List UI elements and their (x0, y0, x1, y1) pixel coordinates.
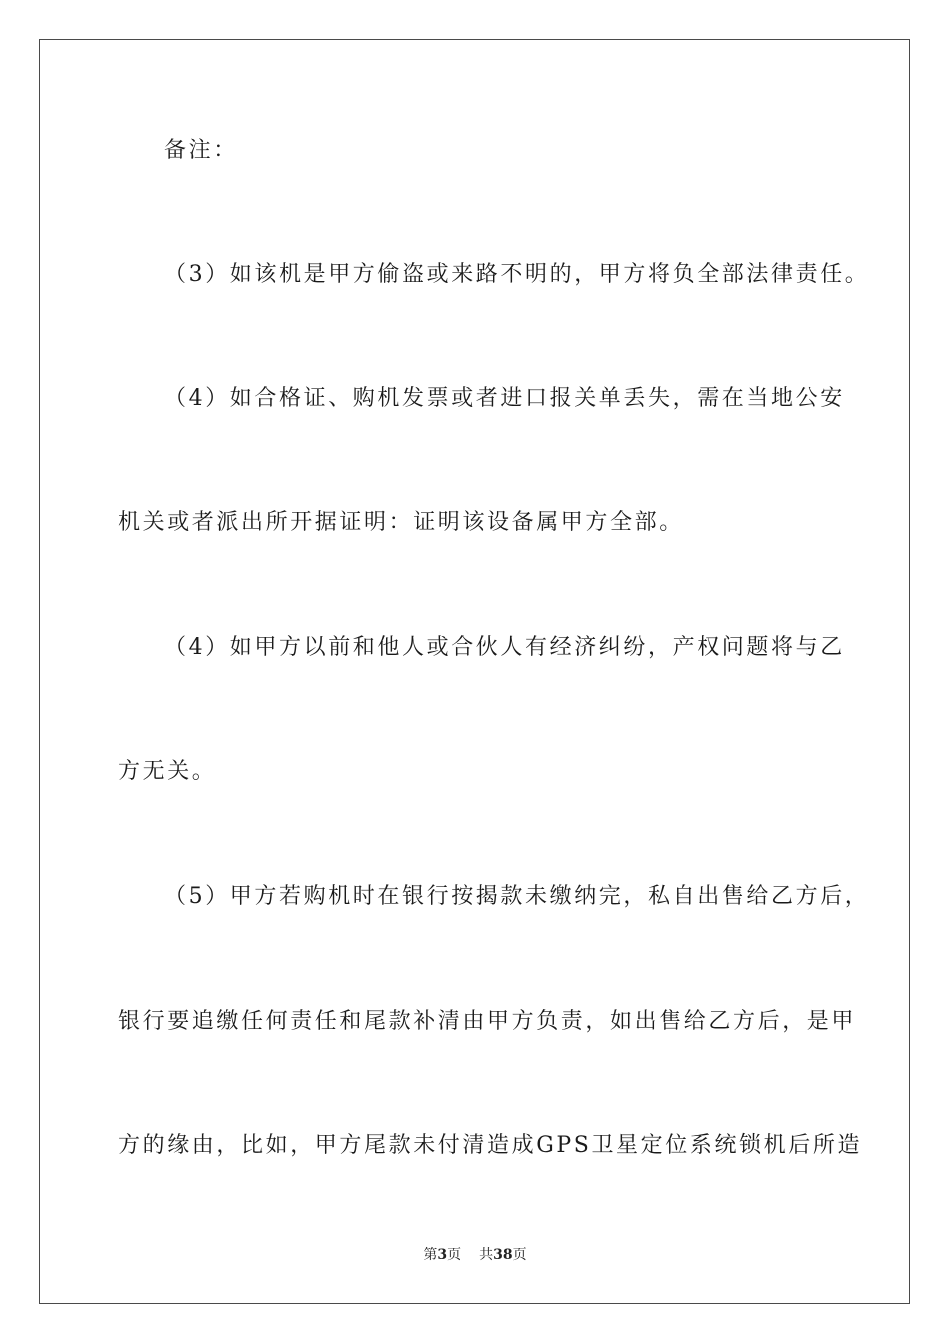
paragraph-line: （4）如甲方以前和他人或合伙人有经济纠纷，产权问题将与乙 (164, 635, 845, 660)
page-total: 38 (493, 1247, 513, 1263)
page-current: 3 (437, 1247, 448, 1263)
paragraph-line: 机关或者派出所开据证明：证明该设备属甲方全部。 (118, 510, 684, 535)
total-prefix: 共 (479, 1247, 494, 1263)
paragraph-line: 银行要追缴任何责任和尾款补清由甲方负责，如出售给乙方后，是甲 (118, 1009, 857, 1034)
paragraph-line: 方无关。 (118, 759, 217, 784)
note-heading: 备注： (164, 138, 238, 163)
paragraph-line: （3）如该机是甲方偷盗或来路不明的，甲方将负全部法律责任。 (164, 262, 870, 287)
total-suffix: 页 (512, 1247, 527, 1263)
page-suffix: 页 (447, 1247, 462, 1263)
paragraph-line: （4）如合格证、购机发票或者进口报关单丢失，需在当地公安 (164, 386, 845, 411)
page-prefix: 第 (423, 1247, 438, 1263)
page-footer (0, 1245, 950, 1265)
paragraph-line: 方的缘由，比如，甲方尾款未付清造成GPS卫星定位系统锁机后所造 (118, 1133, 863, 1158)
page-border (39, 39, 910, 1304)
paragraph-line: （5）甲方若购机时在银行按揭款未缴纳完，私自出售给乙方后， (164, 884, 870, 909)
